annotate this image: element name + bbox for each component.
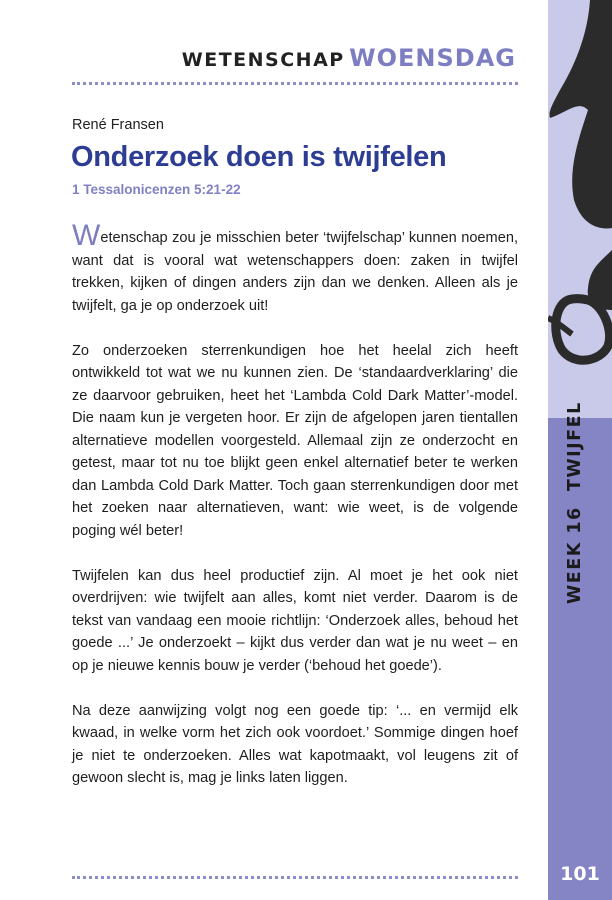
paragraph-4: Na deze aanwijzing volgt nog een goede tip: ‘... en vermijd elk kwaad, in welke vorm het zich ook voordoet.’ Sommige dingen hoef je niet te onderzoeken. Alles wat kapotmaakt, vol leugens zit of gewoon slecht is, mag je links laten liggen.: [72, 702, 518, 786]
week-topic: TWIJFEL: [565, 401, 585, 492]
header-day: WOENSDAG: [349, 44, 516, 72]
drop-cap: W: [72, 219, 101, 252]
bible-reference: 1 Tessalonicenzen 5:21-22: [72, 182, 241, 197]
page-header: [70, 44, 516, 72]
cyclist-silhouette-icon: [548, 0, 612, 418]
header-section: WETENSCHAP: [181, 49, 345, 71]
divider-top: [72, 82, 518, 85]
article-title: Onderzoek doen is twijfelen: [71, 141, 447, 173]
paragraph-2: Zo onderzoeken sterrenkundigen hoe het heelal zich heeft ontwikkeld tot wat we nu kunnen zien. De ‘standaardverklaring’ die ze daarvoor gebruiken, heet het ‘Lambda Cold Dark Matter’-model. Die naam kun je vergeten hoor. Er zijn de afgelopen jaren tientallen alternatieve modellen voorgesteld. Allemaal zijn ze onderzocht en getest, maar tot nu toe blijkt geen enkel alternatief beter te werken dan Lambda Cold Dark Matter. Toch gaan sterrenkundigen door met het zoeken naar alternatieven, want: wie weet, is de volgende poging wél beter!: [72, 342, 518, 539]
paragraph-1-text: etenschap zou je misschien beter ‘twijfelschap’ kunnen noemen, want dat is vooral wat wetenschappers doen: zaken in twijfel trekken, kijken of dingen anders zijn dan we denken. Alleen als je twijfelt, ga je op onderzoek uit!: [72, 230, 518, 314]
week-label: [565, 401, 585, 604]
divider-bottom: [72, 876, 518, 879]
author: René Fransen: [72, 117, 164, 133]
week-number: WEEK 16: [565, 506, 585, 604]
sidebar-illustration: [548, 0, 612, 418]
paragraph-1: [72, 219, 518, 317]
article-body: [72, 219, 518, 812]
page-number: 101: [548, 850, 612, 900]
paragraph-3: Twijfelen kan dus heel productief zijn. Al moet je het ook niet overdrijven: wie twijfelt aan alles, komt niet verder. Daarom is de tekst van vandaag een mooie richtlijn: ‘Onderzoek alles, behoud het goede ...’ Je onderzoekt – kijkt dus verder dan wat je nu weet – en op je nieuwe kennis bouw je verder (‘behoud het goede’).: [72, 567, 518, 674]
